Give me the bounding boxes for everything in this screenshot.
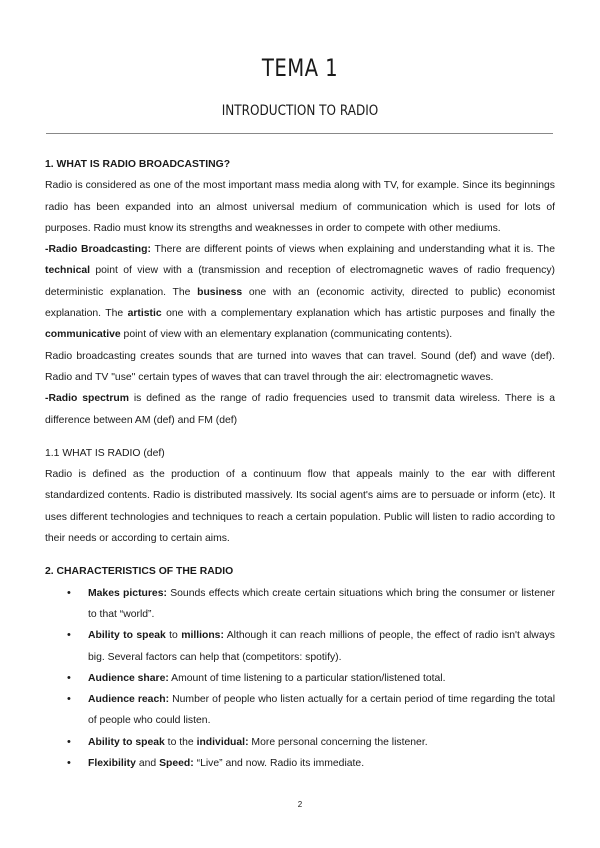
bullet-text: to the xyxy=(164,736,197,748)
bullet-key: Makes pictures: xyxy=(88,587,167,599)
bullet-text: to xyxy=(165,630,182,642)
characteristics-list xyxy=(45,583,555,775)
bullet-text: Sounds effects which create certain situations which bring the consumer or listener to that “world”. xyxy=(88,587,555,620)
section-1-1-heading: 1.1 WHAT IS RADIO (def) xyxy=(45,447,165,459)
bullet-text: “Live” and now. Radio its immediate. xyxy=(193,758,365,770)
section-1-1-paragraph: Radio is defined as the production of a continuum flow that appeals mainly to the ear with different standardized contents. Radio is distributed massively. Its social agent's aims are to persuade or inform (etc). It uses different technologies and techniques to reach a certain population. Public will listen to radio according to their needs or according to certain aims. xyxy=(45,469,555,545)
term-radio-spectrum: -Radio spectrum xyxy=(45,393,129,405)
section-1-paragraph-4 xyxy=(45,388,555,431)
list-item xyxy=(45,668,555,689)
section-1-paragraph-1: Radio is considered as one of the most important mass media along with TV, for example. Since its beginnings radio has been expanded into an almost universal medium of communication which is used for lots of purposes. Radio must know its strengths and weaknesses in order to compete with other mediums. xyxy=(45,180,555,234)
bullet-text: Although it can reach millions of people, the effect of radio isn't always big. Several factors can help that (competitors: spotify). xyxy=(88,630,555,663)
bullet-key: Ability to speak xyxy=(88,736,165,748)
term-artistic: artistic xyxy=(127,308,162,320)
term-technical: technical xyxy=(45,265,91,277)
document-title: TEMA 1 xyxy=(261,54,339,82)
term-communicative: communicative xyxy=(45,329,121,341)
list-item xyxy=(45,732,555,753)
bullet-key: Audience reach: xyxy=(88,694,170,706)
list-item xyxy=(45,689,555,732)
document-subtitle: INTRODUCTION TO RADIO xyxy=(221,103,379,119)
bullet-key: Flexibility xyxy=(88,758,136,770)
text: is defined as the range of radio frequencies used to transmit data wireless. There is a difference between AM (def) and FM (def) xyxy=(45,393,555,426)
bullet-key: Speed: xyxy=(159,758,194,770)
term-business: business xyxy=(197,286,243,298)
bullet-text: Number of people who listen actually for a certain period of time regarding the total of people who could listen. xyxy=(88,694,555,727)
text: point of view with a (transmission and reception of electromagnetic waves of radio frequency) deterministic explanation. The xyxy=(45,265,555,298)
document-body xyxy=(45,154,555,774)
title-divider xyxy=(46,133,553,134)
text: one with an (economic activity, directed to public) economist explanation. The xyxy=(45,286,555,320)
list-item xyxy=(45,625,555,668)
bullet-key: Ability to speak xyxy=(88,630,166,642)
section-1-heading: 1. WHAT IS RADIO BROADCASTING? xyxy=(45,159,231,170)
bullet-text: Amount of time listening to a particular station/listened total. xyxy=(168,672,446,684)
bullet-key: Audience share: xyxy=(88,672,169,684)
section-2-heading: 2. CHARACTERISTICS OF THE RADIO xyxy=(45,566,234,578)
page-number: 2 xyxy=(297,800,303,809)
term-radio-broadcasting: -Radio Broadcasting: xyxy=(45,244,151,256)
section-1-paragraph-2 xyxy=(45,239,555,345)
list-item xyxy=(45,753,555,774)
text: There are different points of views when explaining and understanding what it is. The xyxy=(150,244,555,256)
bullet-key: millions: xyxy=(181,630,224,642)
text: one with a complementary explanation which has artistic purposes and finally the xyxy=(161,308,555,320)
bullet-key: individual: xyxy=(196,736,249,748)
text: point of view with an elementary explanation (communicating contents). xyxy=(120,329,453,341)
section-1-paragraph-3: Radio broadcasting creates sounds that are turned into waves that can travel. Sound (def) and wave (def). Radio and TV "use" certain types of waves that can travel through the air: electromagnetic waves. xyxy=(45,350,555,383)
list-item xyxy=(45,583,555,626)
bullet-text: More personal concerning the listener. xyxy=(248,736,428,748)
bullet-text: and xyxy=(135,758,160,770)
